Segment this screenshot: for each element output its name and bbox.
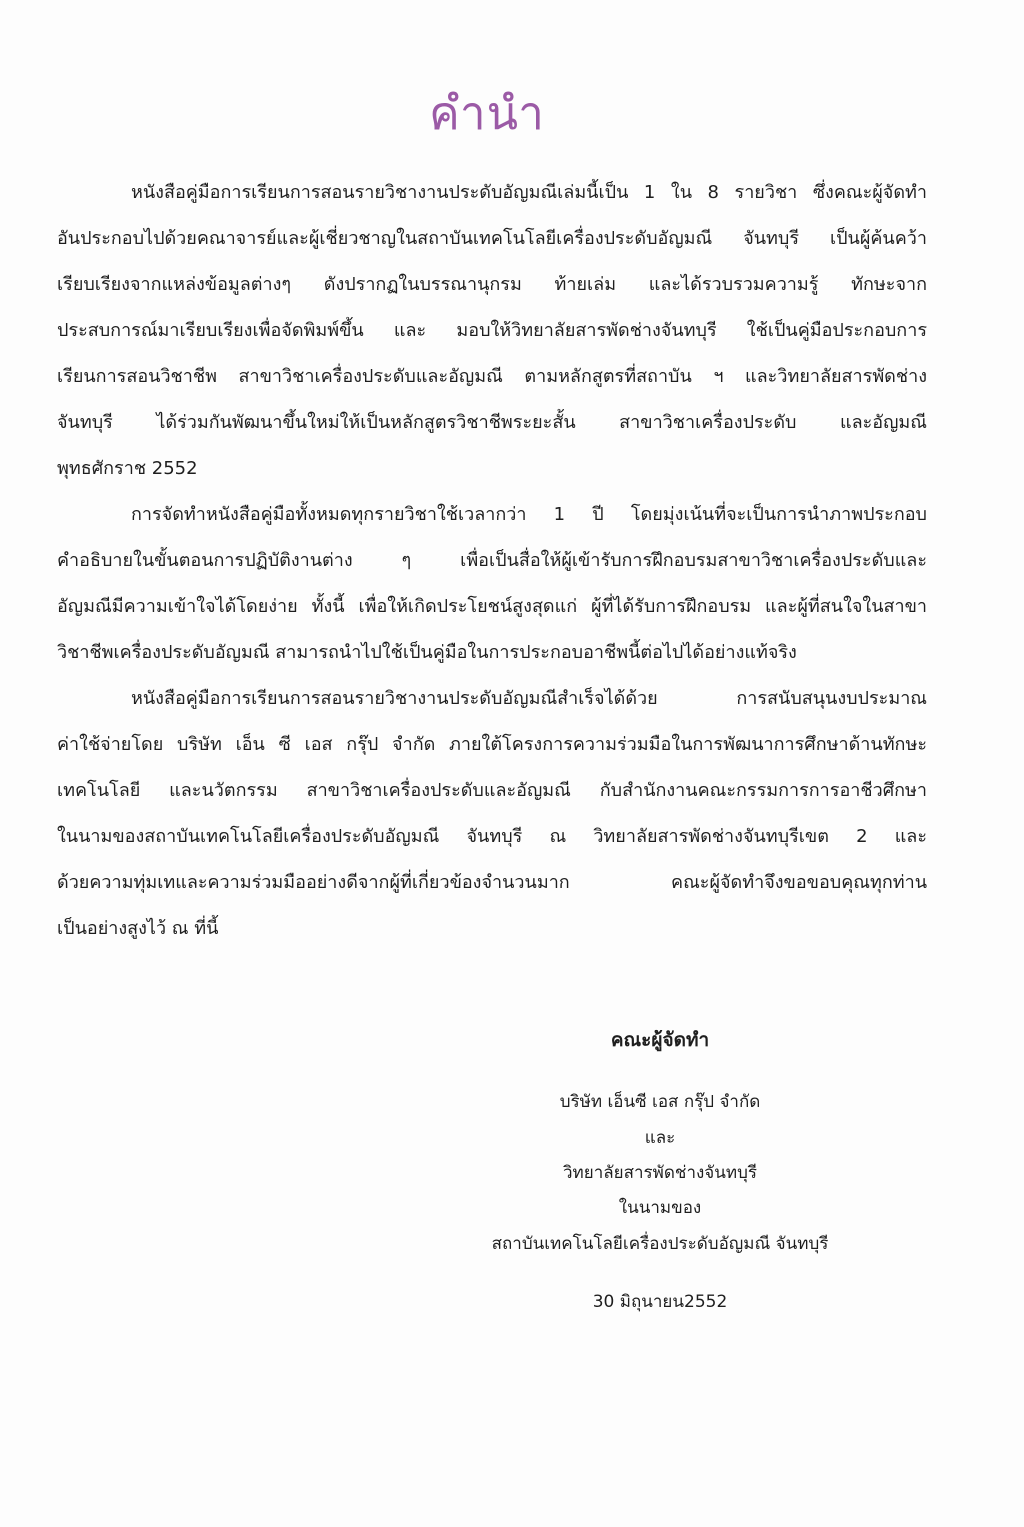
text-line: ค่าใช้จ่ายโดย บริษัท เอ็น ซี เอส กรุ๊ป จำกัด ภายใต้โครงการความร่วมมือในการพัฒนาการศึกษาด้านทักษะ — [57, 734, 927, 755]
signature-and: และ — [644, 1128, 676, 1148]
text-line: พุทธศักราช 2552 — [57, 458, 198, 479]
signature-heading: คณะผู้จัดทำ — [610, 1029, 710, 1051]
signature-institute: สถาบันเทคโนโลยีเครื่องประดับอัญมณี จันทบุรี — [491, 1234, 829, 1254]
page-title: คำนำ — [429, 86, 545, 140]
paragraph-3 — [57, 676, 927, 952]
text-line: อันประกอบไปด้วยคณาจารย์และผู้เชี่ยวชาญในสถาบันเทคโนโลยีเครื่องประดับอัญมณี จันทบุรี เป็นผู้ค้นคว้า — [57, 228, 927, 249]
signature-company: บริษัท เอ็นซี เอส กรุ๊ป จำกัด — [559, 1092, 761, 1112]
text-line: จันทบุรี ได้ร่วมกันพัฒนาขึ้นใหม่ให้เป็นหลักสูตรวิชาชีพระยะสั้น สาขาวิชาเครื่องประดับ และอัญมณี — [57, 412, 927, 433]
text-line: เรียบเรียงจากแหล่งข้อมูลต่างๆ ดังปรากฏในบรรณานุกรม ท้ายเล่ม และได้รวบรวมความรู้ ทักษะจาก — [57, 274, 927, 295]
text-line: หนังสือคู่มือการเรียนการสอนรายวิชางานประดับอัญมณีสำเร็จได้ด้วย การสนับสนุนงบประมาณ — [131, 688, 927, 709]
text-line: ประสบการณ์มาเรียบเรียงเพื่อจัดพิมพ์ขึ้น และ มอบให้วิทยาลัยสารพัดช่างจันทบุรี ใช้เป็นคู่มือประกอบการ — [57, 320, 927, 341]
text-line: การจัดทำหนังสือคู่มือทั้งหมดทุกรายวิชาใช้เวลากว่า 1 ปี โดยมุ่งเน้นที่จะเป็นการนำภาพประกอบ — [131, 504, 927, 525]
text-line: เรียนการสอนวิชาชีพ สาขาวิชาเครื่องประดับและอัญมณี ตามหลักสูตรที่สถาบัน ฯ และวิทยาลัยสารพัดช่าง — [57, 366, 927, 387]
text-line: อัญมณีมีความเข้าใจได้โดยง่าย ทั้งนี้ เพื่อให้เกิดประโยชน์สูงสุดแก่ ผู้ที่ได้รับการฝึกอบรม และผู้ที่สนใจในสาขา — [57, 596, 927, 617]
text-line: วิชาชีพเครื่องประดับอัญมณี สามารถนำไปใช้เป็นคู่มือในการประกอบอาชีพนี้ต่อไปได้อย่างแท้จริง — [57, 642, 797, 663]
paragraph-2 — [57, 492, 927, 676]
text-line: เป็นอย่างสูงไว้ ณ ที่นี้ — [57, 918, 219, 939]
text-line: หนังสือคู่มือการเรียนการสอนรายวิชางานประดับอัญมณีเล่มนี้เป็น 1 ใน 8 รายวิชา ซึ่งคณะผู้จัดทำ — [131, 182, 927, 203]
text-line: ในนามของสถาบันเทคโนโลยีเครื่องประดับอัญมณี จันทบุรี ณ วิทยาลัยสารพัดช่างจันทบุรีเขต 2 และ — [57, 826, 927, 847]
signature-date: 30 มิถุนายน2552 — [592, 1292, 728, 1312]
preface-body — [57, 170, 927, 952]
signature-on-behalf: ในนามของ — [618, 1198, 702, 1218]
paragraph-1 — [57, 170, 927, 492]
text-line: ด้วยความทุ่มเทและความร่วมมืออย่างดีจากผู้ที่เกี่ยวข้องจำนวนมาก คณะผู้จัดทำจึงขอขอบคุณทุกท่าน — [57, 872, 927, 893]
text-line: เทคโนโลยี และนวัตกรรม สาขาวิชาเครื่องประดับและอัญมณี กับสำนักงานคณะกรรมการการอาชีวศึกษา — [57, 780, 927, 801]
text-line: คำอธิบายในขั้นตอนการปฏิบัติงานต่าง ๆ เพื่อเป็นสื่อให้ผู้เข้ารับการฝึกอบรมสาขาวิชาเครื่องประดับและ — [57, 550, 927, 571]
signature-college: วิทยาลัยสารพัดช่างจันทบุรี — [562, 1163, 758, 1183]
